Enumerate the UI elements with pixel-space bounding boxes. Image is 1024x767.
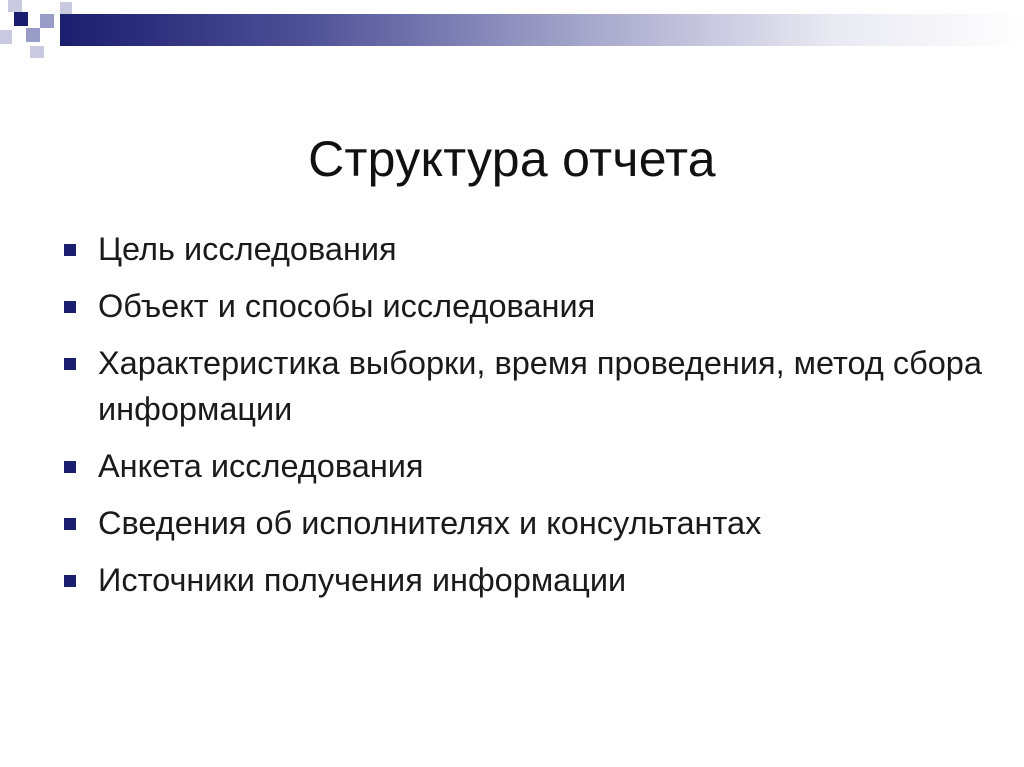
list-item [64, 500, 984, 546]
list-item [64, 226, 984, 272]
list-item-text: Анкета исследования [98, 448, 424, 484]
list-item [64, 443, 984, 489]
bullet-list [64, 226, 984, 614]
list-item [64, 557, 984, 603]
square-bullet-icon [64, 358, 76, 370]
decor-square [8, 0, 22, 12]
list-item-text: Объект и способы исследования [98, 288, 596, 324]
list-item [64, 340, 984, 432]
decor-square [60, 2, 72, 14]
list-item-text: Характеристика выборки, время проведения, метод сбора информации [98, 345, 982, 427]
square-bullet-icon [64, 518, 76, 530]
decor-square [30, 46, 44, 58]
list-item-text: Сведения об исполнителях и консультантах [98, 505, 762, 541]
square-bullet-icon [64, 461, 76, 473]
list-item-text: Цель исследования [98, 231, 397, 267]
decor-square [40, 14, 54, 28]
decor-square [0, 30, 12, 44]
header-gradient-bar [60, 14, 1024, 46]
list-item [64, 283, 984, 329]
slide-title: Структура отчета [308, 130, 716, 187]
decor-square [26, 28, 40, 42]
square-bullet-icon [64, 301, 76, 313]
square-bullet-icon [64, 244, 76, 256]
square-bullet-icon [64, 575, 76, 587]
list-item-text: Источники получения информации [98, 562, 627, 598]
decor-square [14, 12, 28, 26]
